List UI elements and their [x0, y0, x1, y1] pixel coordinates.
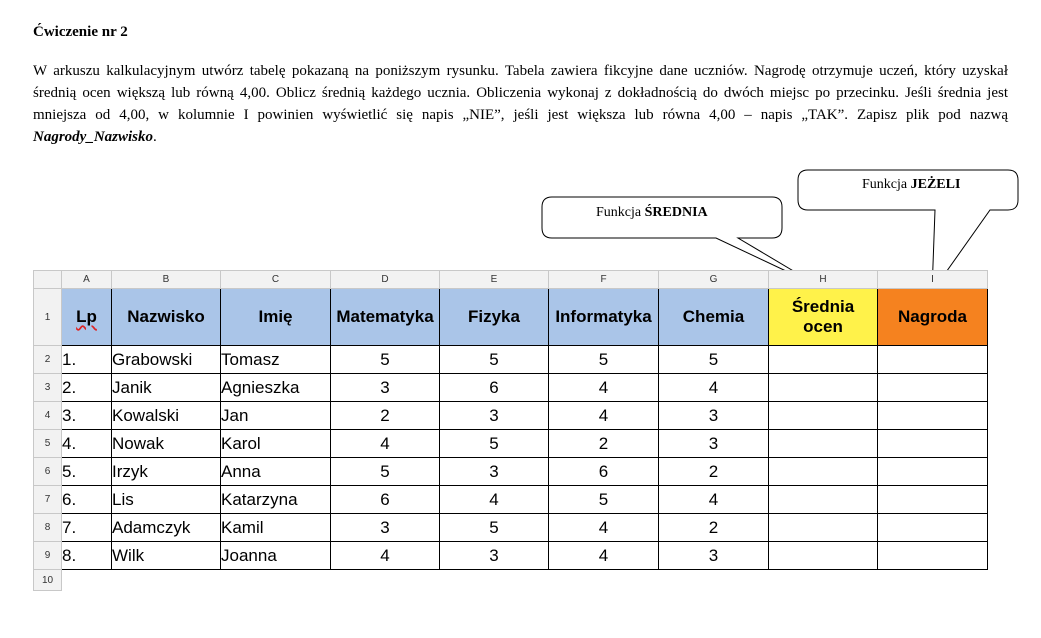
cell-nazwisko[interactable]: Irzyk [112, 458, 221, 486]
cell-fizyka[interactable]: 5 [440, 346, 549, 374]
cell-matematyka[interactable]: 5 [331, 458, 440, 486]
cell-nazwisko[interactable]: Wilk [112, 542, 221, 570]
empty-row [34, 570, 988, 591]
cell-informatyka[interactable]: 4 [549, 402, 659, 430]
exercise-title: Ćwiczenie nr 2 [33, 24, 128, 40]
header-cell-fizyka[interactable]: Fizyka [440, 289, 549, 346]
cell-nagroda-empty[interactable] [878, 346, 988, 374]
cell-fizyka[interactable]: 6 [440, 374, 549, 402]
cell-matematyka[interactable]: 6 [331, 486, 440, 514]
cell-srednia-empty[interactable] [769, 514, 878, 542]
cell-chemia[interactable]: 2 [659, 514, 769, 542]
cell-fizyka[interactable]: 4 [440, 486, 549, 514]
cell-nazwisko[interactable]: Adamczyk [112, 514, 221, 542]
cell-lp[interactable]: 8. [62, 542, 112, 570]
column-header-e[interactable]: E [440, 271, 549, 289]
cell-matematyka[interactable]: 3 [331, 514, 440, 542]
cell-nagroda-empty[interactable] [878, 514, 988, 542]
cell-imie[interactable]: Agnieszka [221, 374, 331, 402]
cell-fizyka[interactable]: 3 [440, 542, 549, 570]
cell-informatyka[interactable]: 2 [549, 430, 659, 458]
corner-cell[interactable] [34, 271, 62, 289]
table-row [34, 514, 988, 542]
cell-chemia[interactable]: 4 [659, 374, 769, 402]
header-lp-text: Lp [76, 307, 97, 326]
cell-informatyka[interactable]: 6 [549, 458, 659, 486]
column-header-f[interactable]: F [549, 271, 659, 289]
header-cell-imie[interactable]: Imię [221, 289, 331, 346]
cell-srednia-empty[interactable] [769, 486, 878, 514]
row-header[interactable]: 6 [34, 458, 62, 486]
header-cell-matematyka[interactable]: Matematyka [331, 289, 440, 346]
cell-fizyka[interactable]: 5 [440, 514, 549, 542]
cell-nagroda-empty[interactable] [878, 402, 988, 430]
spreadsheet [33, 270, 988, 591]
cell-imie[interactable]: Anna [221, 458, 331, 486]
cell-lp[interactable]: 7. [62, 514, 112, 542]
cell-lp[interactable]: 2. [62, 374, 112, 402]
cell-srednia-empty[interactable] [769, 346, 878, 374]
table-row [34, 402, 988, 430]
column-header-row [34, 271, 988, 289]
cell-matematyka[interactable]: 2 [331, 402, 440, 430]
row-header-1[interactable]: 1 [34, 289, 62, 346]
cell-informatyka[interactable]: 5 [549, 486, 659, 514]
cell-imie[interactable]: Kamil [221, 514, 331, 542]
table-row [34, 346, 988, 374]
cell-imie[interactable]: Tomasz [221, 346, 331, 374]
cell-lp[interactable]: 1. [62, 346, 112, 374]
cell-informatyka[interactable]: 4 [549, 514, 659, 542]
cell-nagroda-empty[interactable] [878, 374, 988, 402]
cell-matematyka[interactable]: 4 [331, 430, 440, 458]
header-cell-chemia[interactable]: Chemia [659, 289, 769, 346]
cell-srednia-empty[interactable] [769, 402, 878, 430]
callout-jezeli-function: JEŻELI [910, 177, 961, 192]
cell-chemia[interactable]: 4 [659, 486, 769, 514]
cell-matematyka[interactable]: 5 [331, 346, 440, 374]
cell-fizyka[interactable]: 5 [440, 430, 549, 458]
row-header[interactable]: 3 [34, 374, 62, 402]
table-row [34, 458, 988, 486]
cell-lp[interactable]: 5. [62, 458, 112, 486]
cell-srednia-empty[interactable] [769, 374, 878, 402]
cell-chemia[interactable]: 3 [659, 542, 769, 570]
cell-srednia-empty[interactable] [769, 458, 878, 486]
cell-lp[interactable]: 4. [62, 430, 112, 458]
table-row [34, 486, 988, 514]
header-cell-srednia[interactable] [769, 289, 878, 346]
callout-jezeli [862, 177, 960, 193]
cell-nazwisko[interactable]: Nowak [112, 430, 221, 458]
cell-matematyka[interactable]: 3 [331, 374, 440, 402]
cell-imie[interactable]: Katarzyna [221, 486, 331, 514]
row-header[interactable]: 5 [34, 430, 62, 458]
cell-informatyka[interactable]: 4 [549, 374, 659, 402]
cell-fizyka[interactable]: 3 [440, 402, 549, 430]
column-header-d[interactable]: D [331, 271, 440, 289]
spreadsheet-grid [33, 270, 988, 591]
cell-nagroda-empty[interactable] [878, 458, 988, 486]
column-header-g[interactable]: G [659, 271, 769, 289]
callout-jezeli-prefix: Funkcja [862, 177, 911, 192]
row-header-10[interactable]: 10 [34, 570, 62, 591]
empty-row-area[interactable] [62, 570, 988, 591]
header-srednia-line1: Średnia [791, 297, 855, 316]
cell-nagroda-empty[interactable] [878, 430, 988, 458]
cell-nazwisko[interactable]: Lis [112, 486, 221, 514]
cell-nazwisko[interactable]: Grabowski [112, 346, 221, 374]
header-cell-nazwisko[interactable]: Nazwisko [112, 289, 221, 346]
table-row [34, 430, 988, 458]
column-header-b[interactable]: B [112, 271, 221, 289]
cell-imie[interactable]: Jan [221, 402, 331, 430]
table-body [34, 346, 988, 570]
column-header-a[interactable]: A [62, 271, 112, 289]
row-header[interactable]: 4 [34, 402, 62, 430]
header-cell-lp[interactable] [62, 289, 112, 346]
cell-nagroda-empty[interactable] [878, 486, 988, 514]
table-header-row [34, 289, 988, 346]
filename-text: Nagrody_Nazwisko [33, 129, 154, 145]
header-cell-nagroda[interactable]: Nagroda [878, 289, 988, 346]
row-header[interactable]: 8 [34, 514, 62, 542]
instructions-end: . [153, 129, 157, 145]
cell-nazwisko[interactable]: Kowalski [112, 402, 221, 430]
column-header-h[interactable]: H [769, 271, 878, 289]
cell-chemia[interactable]: 3 [659, 430, 769, 458]
column-header-i[interactable]: I [878, 271, 988, 289]
cell-imie[interactable]: Joanna [221, 542, 331, 570]
row-header[interactable]: 2 [34, 346, 62, 374]
cell-srednia-empty[interactable] [769, 430, 878, 458]
cell-chemia[interactable]: 5 [659, 346, 769, 374]
cell-informatyka[interactable]: 5 [549, 346, 659, 374]
cell-lp[interactable]: 6. [62, 486, 112, 514]
table-row [34, 542, 988, 570]
cell-fizyka[interactable]: 3 [440, 458, 549, 486]
header-srednia-line2: ocen [803, 317, 843, 336]
cell-informatyka[interactable]: 4 [549, 542, 659, 570]
cell-chemia[interactable]: 2 [659, 458, 769, 486]
callout-srednia-prefix: Funkcja [596, 205, 645, 220]
row-header[interactable]: 9 [34, 542, 62, 570]
cell-srednia-empty[interactable] [769, 542, 878, 570]
cell-chemia[interactable]: 3 [659, 402, 769, 430]
callout-srednia [596, 205, 708, 221]
cell-nazwisko[interactable]: Janik [112, 374, 221, 402]
cell-imie[interactable]: Karol [221, 430, 331, 458]
cell-matematyka[interactable]: 4 [331, 542, 440, 570]
row-header[interactable]: 7 [34, 486, 62, 514]
callout-srednia-function: ŚREDNIA [644, 205, 708, 220]
instructions-text: W arkuszu kalkulacyjnym utwórz tabelę pokazaną na poniższym rysunku. Tabela zawiera fikcyjne dane uczniów. Nagrodę otrzymuje uczeń, który uzyskał średnią ocen większą lub równą 4,00. Oblicz średnią każdego ucznia. Obliczenia wykonaj z dokładnością do dwóch miejsc po przecinku. Jeśli średnia jest mniejsza od 4,00, w kolumnie I powinien wyświetlić się napis „NIE”, jeśli jest większa lub równa 4,00 – napis „TAK”. Zapisz plik pod nazwą [33, 63, 1008, 123]
cell-nagroda-empty[interactable] [878, 542, 988, 570]
column-header-c[interactable]: C [221, 271, 331, 289]
header-cell-informatyka[interactable]: Informatyka [549, 289, 659, 346]
table-row [34, 374, 988, 402]
cell-lp[interactable]: 3. [62, 402, 112, 430]
